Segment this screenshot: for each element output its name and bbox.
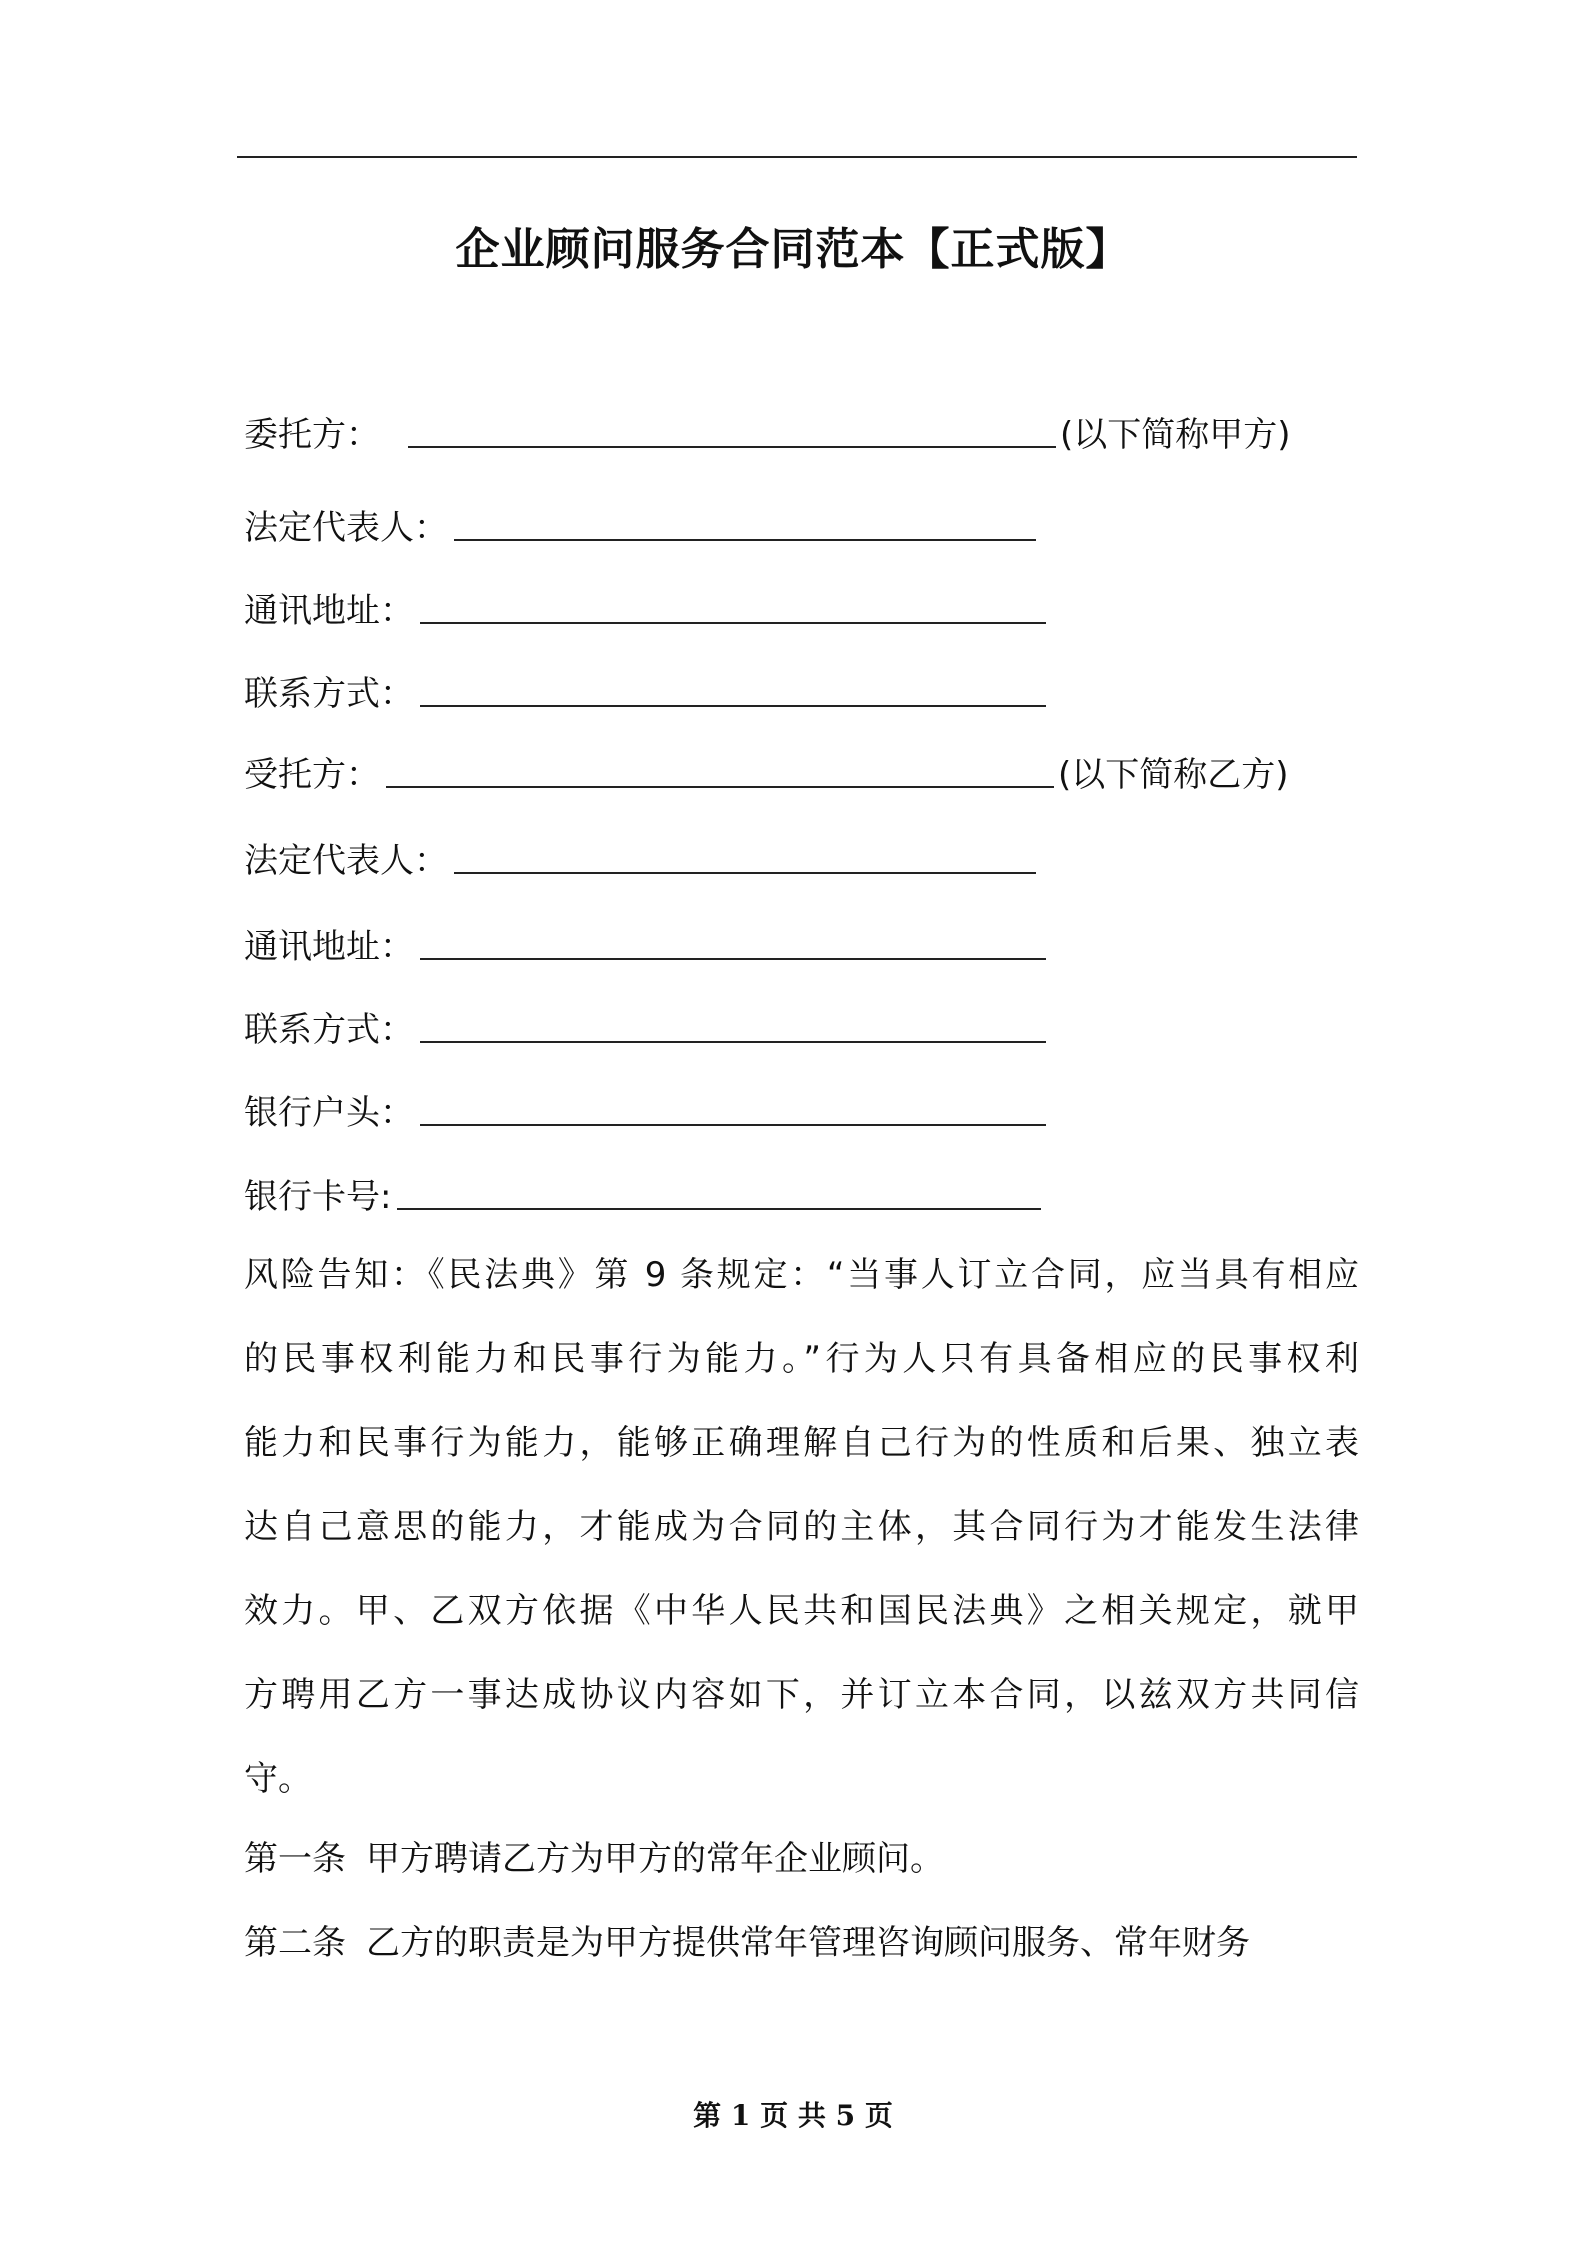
document-title: 企业顾问服务合同范本【正式版】	[455, 224, 1131, 275]
party-a-contact-line	[244, 669, 1046, 719]
bank-account-blank	[420, 1124, 1046, 1126]
bank-card-blank	[397, 1208, 1041, 1210]
bank-account-line	[244, 1088, 1046, 1138]
page-number: 第 1 页 共 5 页	[693, 2099, 893, 2132]
risk-notice-line: 的民事权利能力和民事行为能力。”行为人只有具备相应的民事权利	[244, 1339, 1359, 1379]
party-b-contact-line	[244, 1005, 1046, 1055]
bank-card-line	[244, 1172, 1041, 1222]
party-b-line	[244, 750, 1289, 800]
party-b-rep-line	[244, 836, 1036, 886]
party-b-rep-blank	[454, 872, 1036, 874]
party-a-contact-blank	[420, 705, 1046, 707]
bank-account-label: 银行户头：	[244, 1093, 414, 1133]
party-a-contact-label: 联系方式：	[244, 674, 414, 714]
bank-card-label: 银行卡号:	[244, 1177, 392, 1217]
risk-notice-line: 达自己意思的能力，才能成为合同的主体，其合同行为才能发生法律	[244, 1507, 1359, 1547]
party-a-address-blank	[420, 622, 1046, 624]
clause-1-text: 甲方聘请乙方为甲方的常年企业顾问。	[366, 1839, 944, 1879]
party-a-rep-line	[244, 503, 1036, 553]
party-b-address-blank	[420, 958, 1046, 960]
risk-notice-line: 效力。甲、乙双方依据《中华人民共和国民法典》之相关规定，就甲	[244, 1591, 1359, 1631]
clause-1-number: 第一条	[244, 1839, 346, 1879]
risk-notice-line: 风险告知：《民法典》第 9 条规定：“当事人订立合同，应当具有相应	[244, 1255, 1359, 1295]
party-a-rep-blank	[454, 539, 1036, 541]
clause-1	[244, 1834, 1359, 1884]
party-a-address-label: 通讯地址：	[244, 591, 414, 631]
risk-notice	[244, 1250, 1359, 1838]
party-b-address-line	[244, 922, 1046, 972]
party-b-label: 受托方：	[244, 755, 380, 795]
party-a-rep-label: 法定代表人：	[244, 508, 448, 548]
risk-notice-line: 守。	[244, 1759, 312, 1799]
party-a-address-line	[244, 586, 1046, 636]
clause-2	[244, 1918, 1359, 1968]
party-a-line	[244, 410, 1291, 460]
party-b-rep-label: 法定代表人：	[244, 841, 448, 881]
party-a-label: 委托方：	[244, 415, 380, 455]
party-b-suffix: (以下简称乙方)	[1058, 755, 1289, 795]
header-rule	[237, 156, 1357, 158]
clause-2-number: 第二条	[244, 1923, 346, 1963]
party-a-blank	[408, 446, 1056, 448]
party-a-suffix: (以下简称甲方)	[1060, 415, 1291, 455]
party-b-contact-blank	[420, 1041, 1046, 1043]
party-b-blank	[386, 786, 1054, 788]
party-b-address-label: 通讯地址：	[244, 927, 414, 967]
risk-notice-line: 方聘用乙方一事达成协议内容如下，并订立本合同，以兹双方共同信	[244, 1675, 1359, 1715]
risk-notice-line: 能力和民事行为能力，能够正确理解自己行为的性质和后果、独立表	[244, 1423, 1359, 1463]
clause-2-text: 乙方的职责是为甲方提供常年管理咨询顾问服务、常年财务	[366, 1923, 1250, 1963]
party-b-contact-label: 联系方式：	[244, 1010, 414, 1050]
